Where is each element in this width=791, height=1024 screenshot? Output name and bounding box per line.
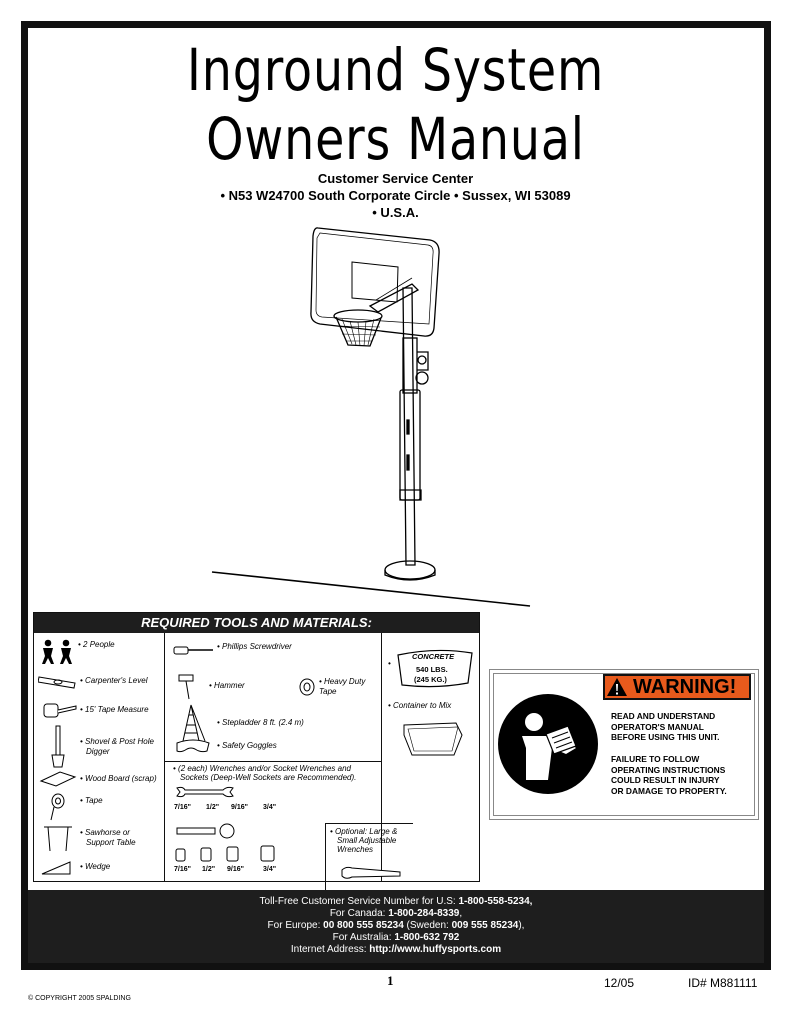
tool-label-shovel-1: • Shovel & Post Hole [80,737,154,746]
web-link[interactable]: http://www.huffysports.com [369,944,502,955]
tool-label-sawhorse-1: • Sawhorse or [80,828,130,837]
concrete-bag-weight2: (245 KG.) [414,675,447,684]
tool-label-sawhorse-2: Support Table [86,838,136,847]
duct-tape-icon [297,677,317,697]
mixing-container-icon [400,717,466,757]
tool-label-2-people: • 2 People [78,640,115,649]
wrench-size-3: 9/16" [231,804,248,811]
au-label: For Australia: [332,932,395,943]
tool-label-tape: • Tape [80,796,103,805]
tool-label-screwdriver: • Phillips Screwdriver [217,642,292,651]
address-line1: Customer Service Center [317,171,474,186]
manual-title-line2: Owners Manual [206,105,585,173]
footer-europe [28,920,764,932]
warning-line: READ AND UNDERSTAND [611,711,716,721]
eu-label: For Europe: [267,920,324,931]
se-label: (Sweden: [403,920,452,931]
goggles-icon [173,737,215,755]
ca-label: For Canada: [329,908,389,919]
footer-us [28,896,764,908]
warning-triangle-icon [606,677,628,697]
au-phone: 1-800-632 792 [394,932,460,943]
tools-heading: REQUIRED TOOLS AND MATERIALS: [34,613,479,633]
socket-size-1: 7/16" [174,866,191,873]
tools-column-3 [382,633,479,881]
tools-column-1 [34,633,165,881]
optional-line2: Small Adjustable [337,836,397,845]
optional-line1: • Optional: Large & [330,827,398,836]
shovel-icon [38,725,78,769]
tool-tape [38,793,103,821]
tool-label-shovel-2: Digger [86,747,110,756]
eu-phone: 00 800 555 85234 [323,920,404,931]
wrench-icon [175,785,235,799]
tape-roll-icon [38,793,78,821]
tool-label-tape-measure: • 15' Tape Measure [80,705,149,714]
tool-screwdriver [173,643,292,657]
address-line3: • U.S.A. [372,205,419,220]
tool-shovel [38,725,154,769]
wrench-size-2: 1/2" [206,804,220,811]
socket-size-3: 9/16" [227,866,244,873]
concrete-bag-weight1: 540 LBS. [416,665,448,674]
contact-footer [28,890,764,963]
warning-line: BEFORE USING THIS UNIT. [611,732,720,743]
concrete-bullet: • [388,659,391,668]
address-line2: • N53 W24700 South Corporate Circle • Sussex, WI 53089 [220,188,571,203]
socket-size-2: 1/2" [202,866,216,873]
web-label: Internet Address: [290,944,370,955]
revision-date: 12/05 [604,976,635,990]
wedge-icon [38,857,78,877]
warning-line: OPERATING INSTRUCTIONS [611,764,726,775]
warning-line: COULD RESULT IN INJURY [611,775,720,786]
screwdriver-icon [173,643,215,657]
tool-2-people [38,639,115,665]
sawhorse-icon [38,823,78,853]
tool-label-stepladder: • Stepladder 8 ft. (2.4 m) [217,718,304,727]
warning-text-read [611,711,751,743]
wood-board-icon [38,769,78,789]
warning-line: OPERATOR'S MANUAL [611,721,704,732]
warning-line: FAILURE TO FOLLOW [611,754,700,764]
footer-web [28,944,764,956]
sockets-icon [173,845,288,863]
se-phone: 009 555 85234 [451,920,519,931]
read-manual-icon [496,684,601,804]
two-people-icon [38,639,76,665]
concrete-bag-label: CONCRETE [412,652,455,661]
wrench-size-4: 3/4" [263,804,277,811]
us-phone: 1-800-558-5234, [458,896,533,907]
wrenches-text-line2: Sockets (Deep-Well Sockets are Recommended). [180,773,357,782]
document-id: ID# M881111 [688,976,758,990]
hammer-icon [173,671,207,701]
manual-title-line1: Inground System [186,36,605,104]
optional-line3: Wrenches [337,845,374,854]
tool-label-heavy-tape: • Heavy Duty Tape [319,677,366,696]
footer-canada [28,908,764,920]
tool-safety-goggles [173,737,277,755]
tool-label-level: • Carpenter's Level [80,676,148,685]
copyright-notice: © COPYRIGHT 2005 SPALDING [28,995,131,1002]
warning-line: OR DAMAGE TO PROPERTY. [611,786,727,797]
tool-heavy-duty-tape [297,677,381,697]
wrenches-text-line1: • (2 each) Wrenches and/or Socket Wrenches and [173,764,351,773]
tool-tape-measure [38,700,149,720]
page-number: 1 [387,973,394,988]
tools-column-2 [165,633,398,881]
ca-phone: 1-800-284-8339 [388,908,460,919]
tool-wood-board [38,769,157,789]
socket-size-4: 3/4" [263,866,277,873]
us-label: Toll-Free Customer Service Number for U.S: [259,896,459,907]
ca-end: , [459,908,463,919]
tool-label-hammer: • Hammer [209,681,245,690]
tool-carpenters-level [38,673,147,689]
column-2-divider [165,761,381,762]
tool-label-wedge: • Wedge [80,862,111,871]
wrench-size-1: 7/16" [174,804,191,811]
tool-sawhorse [38,823,136,853]
tool-hammer [173,671,245,701]
basketball-system-illustration [200,220,540,615]
level-icon [38,673,78,689]
tape-measure-icon [38,700,78,720]
se-end: ), [518,920,525,931]
warning-banner: WARNING! [603,674,751,700]
tool-label-container: • Container to Mix [388,701,452,710]
required-tools-panel [33,612,480,882]
footer-australia [28,932,764,944]
tool-label-wood-board: • Wood Board (scrap) [80,774,157,783]
socket-wrench-icon [175,823,245,839]
tool-label-goggles: • Safety Goggles [217,741,277,750]
warning-text-failure [611,754,751,797]
tool-wedge [38,857,110,877]
